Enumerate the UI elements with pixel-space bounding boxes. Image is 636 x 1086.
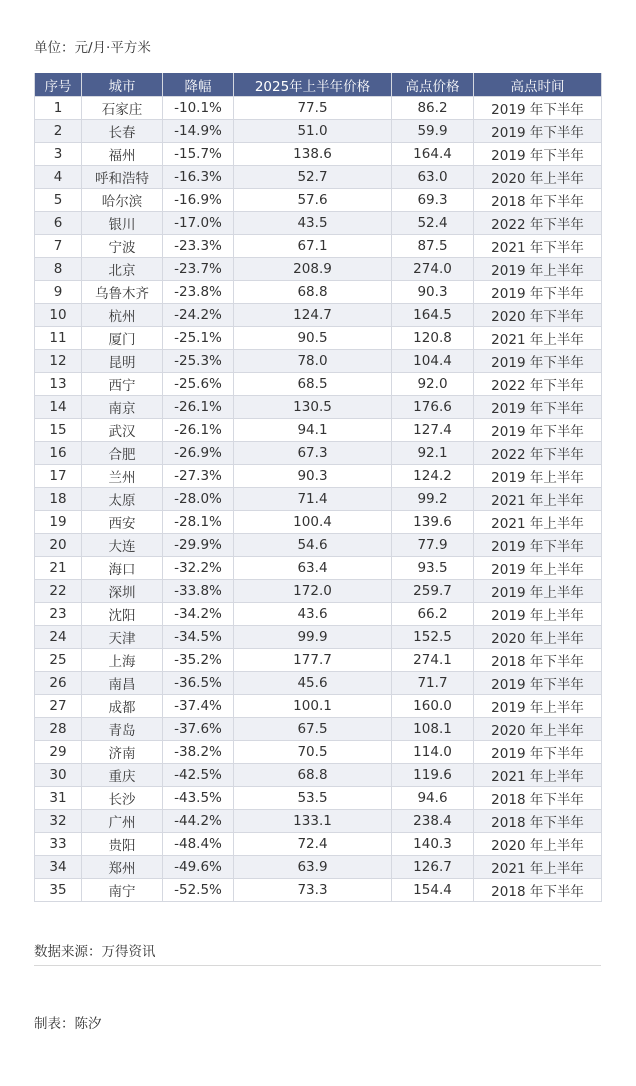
cell-peak-time: 2018 年下半年 xyxy=(474,649,602,672)
cell-rank: 25 xyxy=(35,649,82,672)
table-row xyxy=(35,350,602,373)
cell-current-price: 63.4 xyxy=(234,557,392,580)
cell-decline: -23.7% xyxy=(163,258,234,281)
cell-city: 重庆 xyxy=(82,764,163,787)
cell-peak-price: 140.3 xyxy=(392,833,474,856)
cell-peak-time: 2019 年上半年 xyxy=(474,580,602,603)
table-row xyxy=(35,810,602,833)
cell-city: 西安 xyxy=(82,511,163,534)
table-row xyxy=(35,465,602,488)
cell-rank: 31 xyxy=(35,787,82,810)
cell-peak-time: 2018 年下半年 xyxy=(474,879,602,902)
cell-peak-time: 2019 年下半年 xyxy=(474,419,602,442)
cell-city: 太原 xyxy=(82,488,163,511)
cell-current-price: 90.5 xyxy=(234,327,392,350)
cell-city: 广州 xyxy=(82,810,163,833)
cell-peak-price: 99.2 xyxy=(392,488,474,511)
cell-peak-time: 2019 年上半年 xyxy=(474,557,602,580)
cell-peak-price: 87.5 xyxy=(392,235,474,258)
cell-current-price: 45.6 xyxy=(234,672,392,695)
cell-peak-time: 2018 年下半年 xyxy=(474,189,602,212)
cell-decline: -10.1% xyxy=(163,97,234,120)
header-current-price: 2025年上半年价格 xyxy=(234,73,392,97)
cell-peak-time: 2019 年下半年 xyxy=(474,281,602,304)
cell-decline: -26.1% xyxy=(163,396,234,419)
cell-current-price: 77.5 xyxy=(234,97,392,120)
cell-city: 上海 xyxy=(82,649,163,672)
cell-current-price: 67.1 xyxy=(234,235,392,258)
cell-peak-price: 92.1 xyxy=(392,442,474,465)
cell-current-price: 68.5 xyxy=(234,373,392,396)
cell-rank: 33 xyxy=(35,833,82,856)
cell-peak-time: 2019 年下半年 xyxy=(474,97,602,120)
cell-rank: 2 xyxy=(35,120,82,143)
cell-peak-price: 52.4 xyxy=(392,212,474,235)
cell-city: 昆明 xyxy=(82,350,163,373)
cell-city: 银川 xyxy=(82,212,163,235)
maker-label: 制表：陈汐 xyxy=(34,1016,102,1032)
cell-peak-time: 2021 年下半年 xyxy=(474,235,602,258)
cell-decline: -37.4% xyxy=(163,695,234,718)
table-row xyxy=(35,603,602,626)
cell-decline: -17.0% xyxy=(163,212,234,235)
cell-peak-time: 2019 年上半年 xyxy=(474,695,602,718)
cell-decline: -33.8% xyxy=(163,580,234,603)
cell-peak-price: 71.7 xyxy=(392,672,474,695)
cell-rank: 6 xyxy=(35,212,82,235)
cell-decline: -24.2% xyxy=(163,304,234,327)
cell-peak-price: 114.0 xyxy=(392,741,474,764)
cell-decline: -26.9% xyxy=(163,442,234,465)
table-row xyxy=(35,626,602,649)
cell-rank: 24 xyxy=(35,626,82,649)
source-label: 数据来源：万得资讯 xyxy=(34,944,156,960)
table-row xyxy=(35,695,602,718)
header-peak-price: 高点价格 xyxy=(392,73,474,97)
cell-rank: 7 xyxy=(35,235,82,258)
cell-city: 石家庄 xyxy=(82,97,163,120)
table-row xyxy=(35,396,602,419)
table-row xyxy=(35,764,602,787)
cell-current-price: 43.5 xyxy=(234,212,392,235)
cell-decline: -16.9% xyxy=(163,189,234,212)
cell-city: 海口 xyxy=(82,557,163,580)
cell-current-price: 133.1 xyxy=(234,810,392,833)
cell-current-price: 70.5 xyxy=(234,741,392,764)
cell-city: 呼和浩特 xyxy=(82,166,163,189)
cell-peak-time: 2019 年下半年 xyxy=(474,534,602,557)
cell-current-price: 100.1 xyxy=(234,695,392,718)
cell-peak-time: 2020 年上半年 xyxy=(474,833,602,856)
cell-city: 贵阳 xyxy=(82,833,163,856)
cell-rank: 15 xyxy=(35,419,82,442)
cell-peak-time: 2019 年下半年 xyxy=(474,350,602,373)
cell-rank: 29 xyxy=(35,741,82,764)
cell-city: 沈阳 xyxy=(82,603,163,626)
price-table xyxy=(34,73,602,902)
cell-city: 杭州 xyxy=(82,304,163,327)
cell-city: 兰州 xyxy=(82,465,163,488)
cell-rank: 34 xyxy=(35,856,82,879)
cell-current-price: 43.6 xyxy=(234,603,392,626)
divider xyxy=(34,965,601,966)
cell-decline: -25.1% xyxy=(163,327,234,350)
cell-peak-time: 2021 年上半年 xyxy=(474,856,602,879)
cell-peak-time: 2021 年上半年 xyxy=(474,764,602,787)
table-row xyxy=(35,672,602,695)
table-row xyxy=(35,143,602,166)
cell-rank: 11 xyxy=(35,327,82,350)
cell-peak-price: 66.2 xyxy=(392,603,474,626)
cell-peak-price: 59.9 xyxy=(392,120,474,143)
cell-decline: -35.2% xyxy=(163,649,234,672)
cell-rank: 9 xyxy=(35,281,82,304)
cell-peak-price: 164.4 xyxy=(392,143,474,166)
cell-peak-time: 2019 年上半年 xyxy=(474,258,602,281)
cell-current-price: 130.5 xyxy=(234,396,392,419)
cell-peak-time: 2022 年下半年 xyxy=(474,442,602,465)
cell-rank: 4 xyxy=(35,166,82,189)
cell-peak-time: 2018 年下半年 xyxy=(474,810,602,833)
cell-peak-price: 127.4 xyxy=(392,419,474,442)
cell-peak-time: 2019 年上半年 xyxy=(474,465,602,488)
cell-rank: 22 xyxy=(35,580,82,603)
table-row xyxy=(35,557,602,580)
table-row xyxy=(35,718,602,741)
cell-city: 济南 xyxy=(82,741,163,764)
cell-peak-time: 2022 年下半年 xyxy=(474,373,602,396)
cell-peak-price: 176.6 xyxy=(392,396,474,419)
cell-city: 郑州 xyxy=(82,856,163,879)
cell-city: 厦门 xyxy=(82,327,163,350)
cell-city: 西宁 xyxy=(82,373,163,396)
header-row xyxy=(35,73,602,97)
cell-decline: -15.7% xyxy=(163,143,234,166)
cell-rank: 21 xyxy=(35,557,82,580)
cell-current-price: 67.5 xyxy=(234,718,392,741)
cell-decline: -34.5% xyxy=(163,626,234,649)
cell-peak-price: 139.6 xyxy=(392,511,474,534)
table-row xyxy=(35,580,602,603)
table-row xyxy=(35,327,602,350)
table-row xyxy=(35,120,602,143)
cell-peak-time: 2020 年上半年 xyxy=(474,718,602,741)
cell-city: 福州 xyxy=(82,143,163,166)
cell-current-price: 54.6 xyxy=(234,534,392,557)
cell-peak-time: 2019 年下半年 xyxy=(474,143,602,166)
cell-rank: 28 xyxy=(35,718,82,741)
cell-current-price: 63.9 xyxy=(234,856,392,879)
table-header xyxy=(35,73,602,97)
cell-decline: -14.9% xyxy=(163,120,234,143)
cell-current-price: 124.7 xyxy=(234,304,392,327)
table-row xyxy=(35,833,602,856)
table-row xyxy=(35,189,602,212)
cell-city: 北京 xyxy=(82,258,163,281)
cell-current-price: 100.4 xyxy=(234,511,392,534)
cell-current-price: 72.4 xyxy=(234,833,392,856)
cell-city: 天津 xyxy=(82,626,163,649)
cell-decline: -32.2% xyxy=(163,557,234,580)
cell-peak-price: 274.1 xyxy=(392,649,474,672)
cell-rank: 18 xyxy=(35,488,82,511)
cell-city: 乌鲁木齐 xyxy=(82,281,163,304)
cell-rank: 14 xyxy=(35,396,82,419)
cell-peak-price: 259.7 xyxy=(392,580,474,603)
cell-current-price: 67.3 xyxy=(234,442,392,465)
cell-city: 南京 xyxy=(82,396,163,419)
cell-peak-price: 152.5 xyxy=(392,626,474,649)
table-row xyxy=(35,419,602,442)
cell-peak-price: 154.4 xyxy=(392,879,474,902)
cell-rank: 30 xyxy=(35,764,82,787)
table-row xyxy=(35,488,602,511)
cell-city: 长沙 xyxy=(82,787,163,810)
cell-city: 深圳 xyxy=(82,580,163,603)
cell-decline: -34.2% xyxy=(163,603,234,626)
header-decline: 降幅 xyxy=(163,73,234,97)
table-row xyxy=(35,97,602,120)
cell-current-price: 208.9 xyxy=(234,258,392,281)
cell-current-price: 53.5 xyxy=(234,787,392,810)
cell-current-price: 90.3 xyxy=(234,465,392,488)
cell-peak-price: 274.0 xyxy=(392,258,474,281)
cell-rank: 19 xyxy=(35,511,82,534)
cell-peak-price: 90.3 xyxy=(392,281,474,304)
header-rank: 序号 xyxy=(35,73,82,97)
cell-decline: -38.2% xyxy=(163,741,234,764)
table-row xyxy=(35,787,602,810)
table-row xyxy=(35,741,602,764)
cell-decline: -25.3% xyxy=(163,350,234,373)
cell-peak-price: 108.1 xyxy=(392,718,474,741)
cell-peak-time: 2019 年上半年 xyxy=(474,603,602,626)
cell-current-price: 52.7 xyxy=(234,166,392,189)
cell-city: 武汉 xyxy=(82,419,163,442)
header-peak-time: 高点时间 xyxy=(474,73,602,97)
cell-peak-time: 2020 年上半年 xyxy=(474,626,602,649)
cell-peak-time: 2021 年上半年 xyxy=(474,488,602,511)
cell-peak-price: 238.4 xyxy=(392,810,474,833)
cell-current-price: 71.4 xyxy=(234,488,392,511)
unit-label: 单位：元/月·平方米 xyxy=(34,40,151,56)
cell-city: 成都 xyxy=(82,695,163,718)
table-row xyxy=(35,879,602,902)
cell-decline: -26.1% xyxy=(163,419,234,442)
table-row xyxy=(35,304,602,327)
cell-peak-time: 2021 年上半年 xyxy=(474,511,602,534)
cell-peak-time: 2019 年下半年 xyxy=(474,120,602,143)
cell-current-price: 57.6 xyxy=(234,189,392,212)
cell-city: 大连 xyxy=(82,534,163,557)
cell-rank: 17 xyxy=(35,465,82,488)
cell-rank: 8 xyxy=(35,258,82,281)
cell-peak-price: 104.4 xyxy=(392,350,474,373)
cell-city: 南昌 xyxy=(82,672,163,695)
table-row xyxy=(35,258,602,281)
cell-decline: -16.3% xyxy=(163,166,234,189)
cell-rank: 32 xyxy=(35,810,82,833)
cell-peak-price: 119.6 xyxy=(392,764,474,787)
table-row xyxy=(35,511,602,534)
cell-peak-time: 2022 年下半年 xyxy=(474,212,602,235)
cell-city: 南宁 xyxy=(82,879,163,902)
cell-peak-price: 120.8 xyxy=(392,327,474,350)
cell-rank: 3 xyxy=(35,143,82,166)
cell-city: 长春 xyxy=(82,120,163,143)
table-row xyxy=(35,235,602,258)
cell-current-price: 94.1 xyxy=(234,419,392,442)
cell-peak-time: 2020 年下半年 xyxy=(474,304,602,327)
cell-peak-price: 92.0 xyxy=(392,373,474,396)
cell-current-price: 138.6 xyxy=(234,143,392,166)
cell-current-price: 68.8 xyxy=(234,764,392,787)
cell-current-price: 68.8 xyxy=(234,281,392,304)
cell-peak-price: 126.7 xyxy=(392,856,474,879)
cell-decline: -36.5% xyxy=(163,672,234,695)
cell-peak-time: 2018 年下半年 xyxy=(474,787,602,810)
cell-peak-time: 2021 年上半年 xyxy=(474,327,602,350)
cell-peak-price: 63.0 xyxy=(392,166,474,189)
cell-city: 合肥 xyxy=(82,442,163,465)
cell-rank: 13 xyxy=(35,373,82,396)
cell-rank: 35 xyxy=(35,879,82,902)
cell-rank: 23 xyxy=(35,603,82,626)
table-row xyxy=(35,166,602,189)
cell-current-price: 73.3 xyxy=(234,879,392,902)
table-row xyxy=(35,856,602,879)
table-row xyxy=(35,534,602,557)
cell-decline: -42.5% xyxy=(163,764,234,787)
cell-decline: -48.4% xyxy=(163,833,234,856)
cell-peak-price: 69.3 xyxy=(392,189,474,212)
table-row xyxy=(35,212,602,235)
cell-peak-price: 77.9 xyxy=(392,534,474,557)
cell-current-price: 172.0 xyxy=(234,580,392,603)
cell-peak-price: 94.6 xyxy=(392,787,474,810)
cell-peak-price: 93.5 xyxy=(392,557,474,580)
cell-peak-price: 164.5 xyxy=(392,304,474,327)
cell-rank: 26 xyxy=(35,672,82,695)
table-body xyxy=(35,97,602,902)
cell-peak-price: 124.2 xyxy=(392,465,474,488)
table-row xyxy=(35,373,602,396)
cell-current-price: 177.7 xyxy=(234,649,392,672)
cell-rank: 16 xyxy=(35,442,82,465)
cell-decline: -43.5% xyxy=(163,787,234,810)
cell-rank: 10 xyxy=(35,304,82,327)
cell-rank: 5 xyxy=(35,189,82,212)
table-row xyxy=(35,649,602,672)
cell-decline: -27.3% xyxy=(163,465,234,488)
cell-rank: 20 xyxy=(35,534,82,557)
cell-city: 青岛 xyxy=(82,718,163,741)
cell-current-price: 78.0 xyxy=(234,350,392,373)
cell-current-price: 51.0 xyxy=(234,120,392,143)
cell-rank: 27 xyxy=(35,695,82,718)
cell-peak-price: 160.0 xyxy=(392,695,474,718)
cell-decline: -49.6% xyxy=(163,856,234,879)
cell-peak-time: 2019 年下半年 xyxy=(474,396,602,419)
cell-peak-time: 2019 年下半年 xyxy=(474,741,602,764)
cell-decline: -44.2% xyxy=(163,810,234,833)
cell-city: 哈尔滨 xyxy=(82,189,163,212)
cell-decline: -23.8% xyxy=(163,281,234,304)
header-city: 城市 xyxy=(82,73,163,97)
cell-rank: 1 xyxy=(35,97,82,120)
cell-decline: -52.5% xyxy=(163,879,234,902)
cell-current-price: 99.9 xyxy=(234,626,392,649)
cell-peak-time: 2019 年下半年 xyxy=(474,672,602,695)
cell-decline: -28.0% xyxy=(163,488,234,511)
cell-decline: -25.6% xyxy=(163,373,234,396)
cell-city: 宁波 xyxy=(82,235,163,258)
cell-decline: -37.6% xyxy=(163,718,234,741)
cell-peak-price: 86.2 xyxy=(392,97,474,120)
cell-rank: 12 xyxy=(35,350,82,373)
cell-peak-time: 2020 年上半年 xyxy=(474,166,602,189)
table-row xyxy=(35,442,602,465)
cell-decline: -29.9% xyxy=(163,534,234,557)
table-row xyxy=(35,281,602,304)
cell-decline: -23.3% xyxy=(163,235,234,258)
cell-decline: -28.1% xyxy=(163,511,234,534)
